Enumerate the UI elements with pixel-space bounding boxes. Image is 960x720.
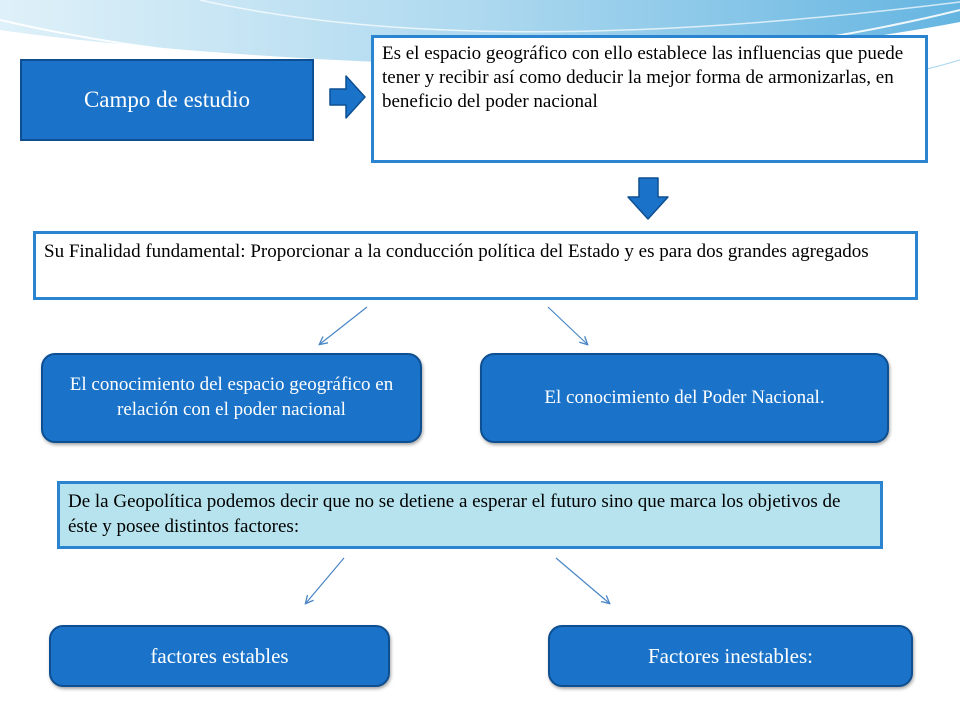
factores-estables-label: factores estables — [150, 643, 289, 668]
geopolitica-text: De la Geopolítica podemos decir que no se detiene a esperar el futuro sino que marca los objetivos de éste y posee distintos factores: — [68, 491, 841, 537]
conocimiento-poder-label: El conocimiento del Poder Nacional. — [544, 386, 825, 408]
finalidad-box — [33, 231, 918, 300]
factores-estables-box — [49, 625, 390, 687]
factores-inestables-box — [548, 625, 913, 687]
finalidad-text: Su Finalidad fundamental: Proporcionar a la conducción política del Estado y es para dos grandes agregados — [44, 241, 869, 262]
campo-de-estudio-box — [20, 59, 314, 141]
geopolitica-box — [57, 481, 883, 549]
conocimiento-espacio-label: El conocimiento del espacio geográfico en relación con el poder nacional — [69, 374, 394, 420]
definicion-text: Es el espacio geográfico con ello establece las influencias que puede tener y recibir así como deducir la mejor forma de armonizarlas, en beneficio del poder nacional — [382, 43, 904, 112]
conocimiento-poder-box — [480, 353, 889, 443]
factores-inestables-label: Factores inestables: — [647, 643, 814, 668]
conocimiento-espacio-box — [41, 353, 422, 443]
campo-de-estudio-label: Campo de estudio — [83, 87, 251, 112]
definicion-box — [371, 35, 928, 163]
